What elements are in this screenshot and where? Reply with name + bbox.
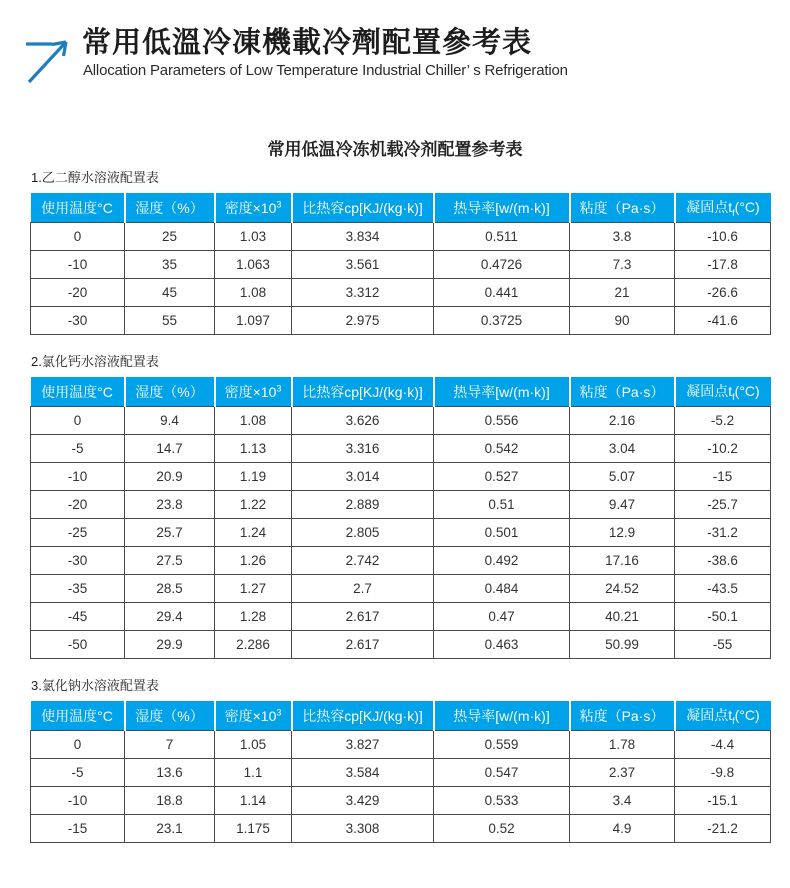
table-cell: 0.501	[434, 519, 570, 547]
table-row	[31, 223, 771, 251]
table-cell: 1.08	[215, 407, 292, 435]
table-cell: -5	[31, 435, 125, 463]
column-header-viscosity: 粘度（Pa·s）	[570, 377, 675, 407]
table-body	[31, 407, 771, 659]
table-cell: -30	[31, 547, 125, 575]
table-cell: 1.14	[215, 787, 292, 815]
table-row	[31, 631, 771, 659]
table-cell: -43.5	[675, 575, 771, 603]
table-cell: 2.37	[570, 759, 675, 787]
column-header-viscosity: 粘度（Pa·s）	[570, 193, 675, 223]
table-cell: 1.27	[215, 575, 292, 603]
table-cell: -10	[31, 463, 125, 491]
column-header-density: 密度$\times 10^3$	[215, 377, 292, 407]
table-cell: 25.7	[125, 519, 215, 547]
table-cell: -35	[31, 575, 125, 603]
column-header-freezing-point: 凝固点$t_f(^\circ C)$	[675, 193, 771, 223]
table-cell: 1.24	[215, 519, 292, 547]
table-cell: 0.463	[434, 631, 570, 659]
column-header-specific-heat: 比热容cp[KJ/(kg·k)]	[292, 701, 434, 731]
table-cell: 1.08	[215, 279, 292, 307]
table-cell: -45	[31, 603, 125, 631]
table-cell: 3.8	[570, 223, 675, 251]
brand-title-zh: 常用低溫冷凍機載冷劑配置參考表	[82, 27, 533, 59]
column-header-freezing-point: 凝固点$t_f(^\circ C)$	[675, 377, 771, 407]
table-cell: 29.4	[125, 603, 215, 631]
table-cell: 2.7	[292, 575, 434, 603]
table-cell: 1.03	[215, 223, 292, 251]
table-cell: 0	[31, 407, 125, 435]
table-cell: -55	[675, 631, 771, 659]
section-label-sodium-chloride: 3.氯化钠水溶液配置表	[31, 678, 159, 693]
table-header-row	[31, 701, 771, 731]
table-cell: 55	[125, 307, 215, 335]
table-cell: 1.063	[215, 251, 292, 279]
table-cell: 90	[570, 307, 675, 335]
section-label-calcium-chloride: 2.氯化钙水溶液配置表	[31, 354, 159, 369]
table-cell: 7	[125, 731, 215, 759]
brand-header	[0, 0, 790, 85]
table-row	[31, 787, 771, 815]
table-row	[31, 759, 771, 787]
table-cell: 3.04	[570, 435, 675, 463]
table-cell: 0	[31, 223, 125, 251]
table-cell: -4.4	[675, 731, 771, 759]
table-cell: -15	[675, 463, 771, 491]
table-cell: -38.6	[675, 547, 771, 575]
table-cell: 3.584	[292, 759, 434, 787]
column-header-density: 密度$\times 10^3$	[215, 701, 292, 731]
table-cell: 7.3	[570, 251, 675, 279]
table-cell: 1.78	[570, 731, 675, 759]
table-cell: 29.9	[125, 631, 215, 659]
table-row	[31, 463, 771, 491]
table-cell: 0.511	[434, 223, 570, 251]
table-cell: 1.28	[215, 603, 292, 631]
column-header-density: 密度$\times 10^3$	[215, 193, 292, 223]
column-header-specific-heat: 比热容cp[KJ/(kg·k)]	[292, 193, 434, 223]
table-cell: 0.542	[434, 435, 570, 463]
table-cell: -10	[31, 251, 125, 279]
table-cell: 3.626	[292, 407, 434, 435]
table-cell: 9.47	[570, 491, 675, 519]
table-cell: -10	[31, 787, 125, 815]
table-cell: -50.1	[675, 603, 771, 631]
table-cell: 1.19	[215, 463, 292, 491]
table-cell: 3.316	[292, 435, 434, 463]
column-header-humidity: 湿度（%）	[125, 701, 215, 731]
table-ethylene-glycol	[30, 193, 771, 335]
table-row	[31, 435, 771, 463]
table-cell: -10.2	[675, 435, 771, 463]
table-cell: 12.9	[570, 519, 675, 547]
table-cell: 0.441	[434, 279, 570, 307]
table-cell: 2.742	[292, 547, 434, 575]
table-cell: 23.1	[125, 815, 215, 843]
table-cell: -30	[31, 307, 125, 335]
column-header-temperature: 使用温度°C	[31, 701, 125, 731]
table-row	[31, 279, 771, 307]
table-cell: 3.312	[292, 279, 434, 307]
table-cell: 23.8	[125, 491, 215, 519]
table-cell: 0.4726	[434, 251, 570, 279]
table-cell: 0.47	[434, 603, 570, 631]
table-cell: -20	[31, 491, 125, 519]
table-cell: -21.2	[675, 815, 771, 843]
table-header-row	[31, 193, 771, 223]
table-row	[31, 815, 771, 843]
arrow-up-right-icon	[24, 33, 70, 85]
table-cell: -17.8	[675, 251, 771, 279]
section-label-ethylene-glycol: 1.乙二醇水溶液配置表	[31, 170, 159, 185]
table-cell: 0.559	[434, 731, 570, 759]
table-cell: 1.26	[215, 547, 292, 575]
table-row	[31, 307, 771, 335]
table-cell: 0.484	[434, 575, 570, 603]
table-cell: -31.2	[675, 519, 771, 547]
table-cell: 35	[125, 251, 215, 279]
table-header-row	[31, 377, 771, 407]
table-body	[31, 731, 771, 843]
table-cell: 0	[31, 731, 125, 759]
table-cell: 0.547	[434, 759, 570, 787]
table-row	[31, 491, 771, 519]
column-header-thermal-conductivity: 热导率[w/(m·k)]	[434, 377, 570, 407]
column-header-temperature: 使用温度°C	[31, 193, 125, 223]
table-cell: 3.429	[292, 787, 434, 815]
column-header-humidity: 湿度（%）	[125, 377, 215, 407]
table-row	[31, 251, 771, 279]
column-header-thermal-conductivity: 热导率[w/(m·k)]	[434, 193, 570, 223]
table-cell: 2.16	[570, 407, 675, 435]
table-cell: 21	[570, 279, 675, 307]
table-row	[31, 575, 771, 603]
table-cell: -15	[31, 815, 125, 843]
table-cell: 14.7	[125, 435, 215, 463]
column-header-freezing-point: 凝固点$t_f(^\circ C)$	[675, 701, 771, 731]
table-cell: 18.8	[125, 787, 215, 815]
table-cell: -9.8	[675, 759, 771, 787]
table-cell: -15.1	[675, 787, 771, 815]
table-row	[31, 603, 771, 631]
table-cell: 0.52	[434, 815, 570, 843]
table-cell: 0.527	[434, 463, 570, 491]
table-cell: 40.21	[570, 603, 675, 631]
table-row	[31, 407, 771, 435]
table-cell: 0.556	[434, 407, 570, 435]
table-cell: 1.097	[215, 307, 292, 335]
table-cell: 4.9	[570, 815, 675, 843]
table-cell: 3.4	[570, 787, 675, 815]
table-cell: 9.4	[125, 407, 215, 435]
table-cell: 2.617	[292, 603, 434, 631]
table-calcium-chloride	[30, 377, 771, 659]
table-cell: 1.05	[215, 731, 292, 759]
table-cell: -25.7	[675, 491, 771, 519]
table-cell: 17.16	[570, 547, 675, 575]
table-cell: 0.51	[434, 491, 570, 519]
column-header-viscosity: 粘度（Pa·s）	[570, 701, 675, 731]
table-cell: -26.6	[675, 279, 771, 307]
table-cell: 1.175	[215, 815, 292, 843]
table-cell: 5.07	[570, 463, 675, 491]
column-header-humidity: 湿度（%）	[125, 193, 215, 223]
brand-title-en: Allocation Parameters of Low Temperature Industrial Chiller’ s Refrigeration	[83, 62, 568, 80]
table-cell: 50.99	[570, 631, 675, 659]
table-cell: 3.308	[292, 815, 434, 843]
table-cell: 45	[125, 279, 215, 307]
table-cell: 28.5	[125, 575, 215, 603]
table-sodium-chloride	[30, 701, 771, 843]
table-cell: -41.6	[675, 307, 771, 335]
table-cell: -5	[31, 759, 125, 787]
column-header-thermal-conductivity: 热导率[w/(m·k)]	[434, 701, 570, 731]
table-cell: 25	[125, 223, 215, 251]
table-cell: -10.6	[675, 223, 771, 251]
table-cell: 20.9	[125, 463, 215, 491]
table-cell: 13.6	[125, 759, 215, 787]
table-row	[31, 547, 771, 575]
table-row	[31, 731, 771, 759]
column-header-temperature: 使用温度°C	[31, 377, 125, 407]
table-cell: 3.827	[292, 731, 434, 759]
table-cell: -20	[31, 279, 125, 307]
table-cell: 0.533	[434, 787, 570, 815]
table-cell: 3.834	[292, 223, 434, 251]
table-cell: 1.1	[215, 759, 292, 787]
table-cell: 2.889	[292, 491, 434, 519]
table-cell: 1.13	[215, 435, 292, 463]
table-body	[31, 223, 771, 335]
table-cell: 0.492	[434, 547, 570, 575]
table-cell: 24.52	[570, 575, 675, 603]
table-cell: -5.2	[675, 407, 771, 435]
document-title: 常用低温冷冻机载冷剂配置参考表	[267, 140, 523, 159]
brand-text	[82, 28, 568, 79]
table-row	[31, 519, 771, 547]
table-cell: -50	[31, 631, 125, 659]
table-cell: 3.014	[292, 463, 434, 491]
table-cell: 27.5	[125, 547, 215, 575]
table-cell: 2.805	[292, 519, 434, 547]
column-header-specific-heat: 比热容cp[KJ/(kg·k)]	[292, 377, 434, 407]
table-cell: 2.617	[292, 631, 434, 659]
table-cell: -25	[31, 519, 125, 547]
table-cell: 3.561	[292, 251, 434, 279]
table-cell: 2.975	[292, 307, 434, 335]
table-cell: 2.286	[215, 631, 292, 659]
table-cell: 0.3725	[434, 307, 570, 335]
table-cell: 1.22	[215, 491, 292, 519]
